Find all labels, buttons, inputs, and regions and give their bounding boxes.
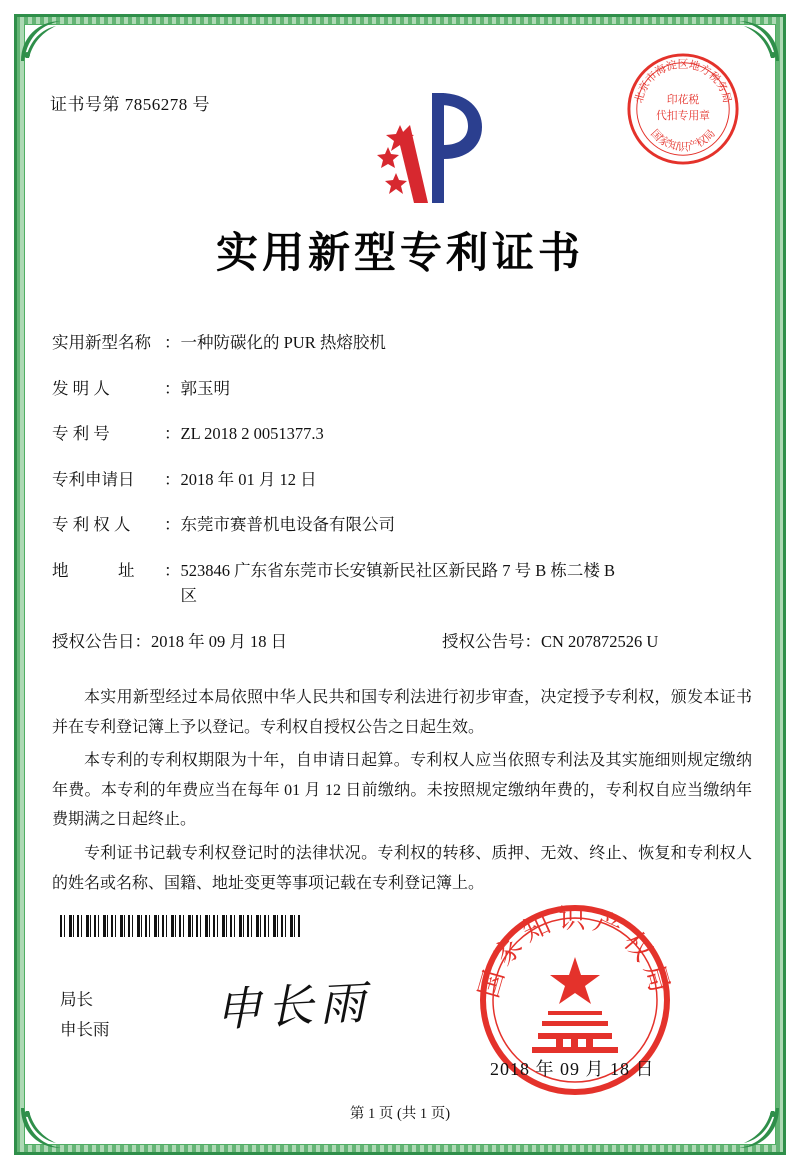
grant-date-colon: ： [134, 631, 151, 651]
svg-text:北京市海淀区地方税务局: 北京市海淀区地方税务局 [633, 58, 733, 105]
director-title: 局长 [60, 990, 93, 1009]
address-line-1: 523846 广东省东莞市长安镇新民社区新民路 7 号 B 栋二楼 B [180, 560, 616, 580]
field-value [181, 558, 753, 609]
svg-text:代扣专用章: 代扣专用章 [656, 109, 710, 122]
handwritten-signature: 申长雨 [213, 976, 373, 1037]
field-row-inventor [52, 376, 752, 402]
grant-date-value: 2018 年 09 月 18 日 [151, 631, 288, 651]
director-name: 申长雨 [60, 1019, 110, 1039]
certificate-number: 证书号第 7856278 号 [50, 95, 210, 114]
address-line-2: 区 [180, 586, 197, 606]
paragraph-3: 专利证书记载专利权登记时的法律状况。专利权的转移、质押、无效、终止、恢复和专利权人的姓名或名称、国籍、地址变更等事项记载在专利登记簿上。 [52, 844, 752, 892]
field-list [52, 330, 752, 673]
field-row-patentee [52, 512, 752, 538]
svg-text:国家知识产权局: 国家知识产权局 [648, 127, 718, 154]
field-value: 东莞市赛普机电设备有限公司 [180, 515, 395, 535]
paragraph-2: 本专利的专利权期限为十年，自申请日起算。专利权人应当依照专利法及其实施细则规定缴纳年费。本专利的年费应当在每年 01 月 12 日前缴纳。未按照规定缴纳年费的，专利权自应当缴纳年费期满之日起终止。 [52, 752, 752, 829]
seal-date: 2018 年 09 月 18 日 [490, 1059, 655, 1079]
field-label: 地 址 [52, 560, 135, 580]
tax-stamp-seal [624, 50, 742, 168]
field-label: 专利申请日 [52, 469, 135, 489]
field-label: 发 明 人 [52, 378, 110, 398]
grant-number-label: 授权公告号 [442, 631, 525, 651]
svg-text:国家知识产权局: 国家知识产权局 [473, 904, 677, 1002]
field-label: 实用新型名称 [52, 333, 151, 352]
grant-number-colon: ： [524, 631, 541, 651]
field-colon: ： [164, 515, 181, 535]
field-colon: ： [164, 560, 181, 580]
field-row-name [52, 330, 752, 356]
field-colon: ： [164, 424, 181, 444]
field-colon: ： [164, 469, 181, 489]
field-value: 一种防碳化的 PUR 热熔胶机 [180, 333, 386, 352]
signature-block [60, 985, 110, 1044]
field-label: 专 利 权 人 [52, 515, 131, 535]
svg-text:印花税: 印花税 [666, 94, 700, 107]
field-row-patent-number [52, 421, 752, 447]
legal-text [52, 683, 752, 902]
field-value: 2018 年 01 月 12 日 [180, 469, 317, 489]
barcode [60, 915, 300, 937]
page-title: 实用新型专利证书 [215, 231, 584, 277]
field-value: 郭玉明 [180, 378, 230, 398]
field-row-address [52, 558, 752, 609]
page-footer: 第 1 页 (共 1 页) [349, 1106, 451, 1122]
paragraph-1: 本实用新型经过本局依照中华人民共和国专利法进行初步审查，决定授予专利权，颁发本证书并在专利登记簿上予以登记。专利权自授权公告之日起生效。 [52, 689, 752, 736]
grant-number-value: CN 207872526 U [541, 631, 659, 651]
field-row-application-date [52, 467, 752, 493]
field-label: 专 利 号 [52, 424, 110, 444]
field-colon: ： [164, 333, 181, 352]
grant-date-label: 授权公告日 [52, 631, 135, 651]
field-colon: ： [164, 378, 181, 398]
grant-row [52, 629, 752, 655]
field-value: ZL 2018 2 0051377.3 [180, 424, 324, 444]
sipo-logo-icon [370, 85, 490, 205]
